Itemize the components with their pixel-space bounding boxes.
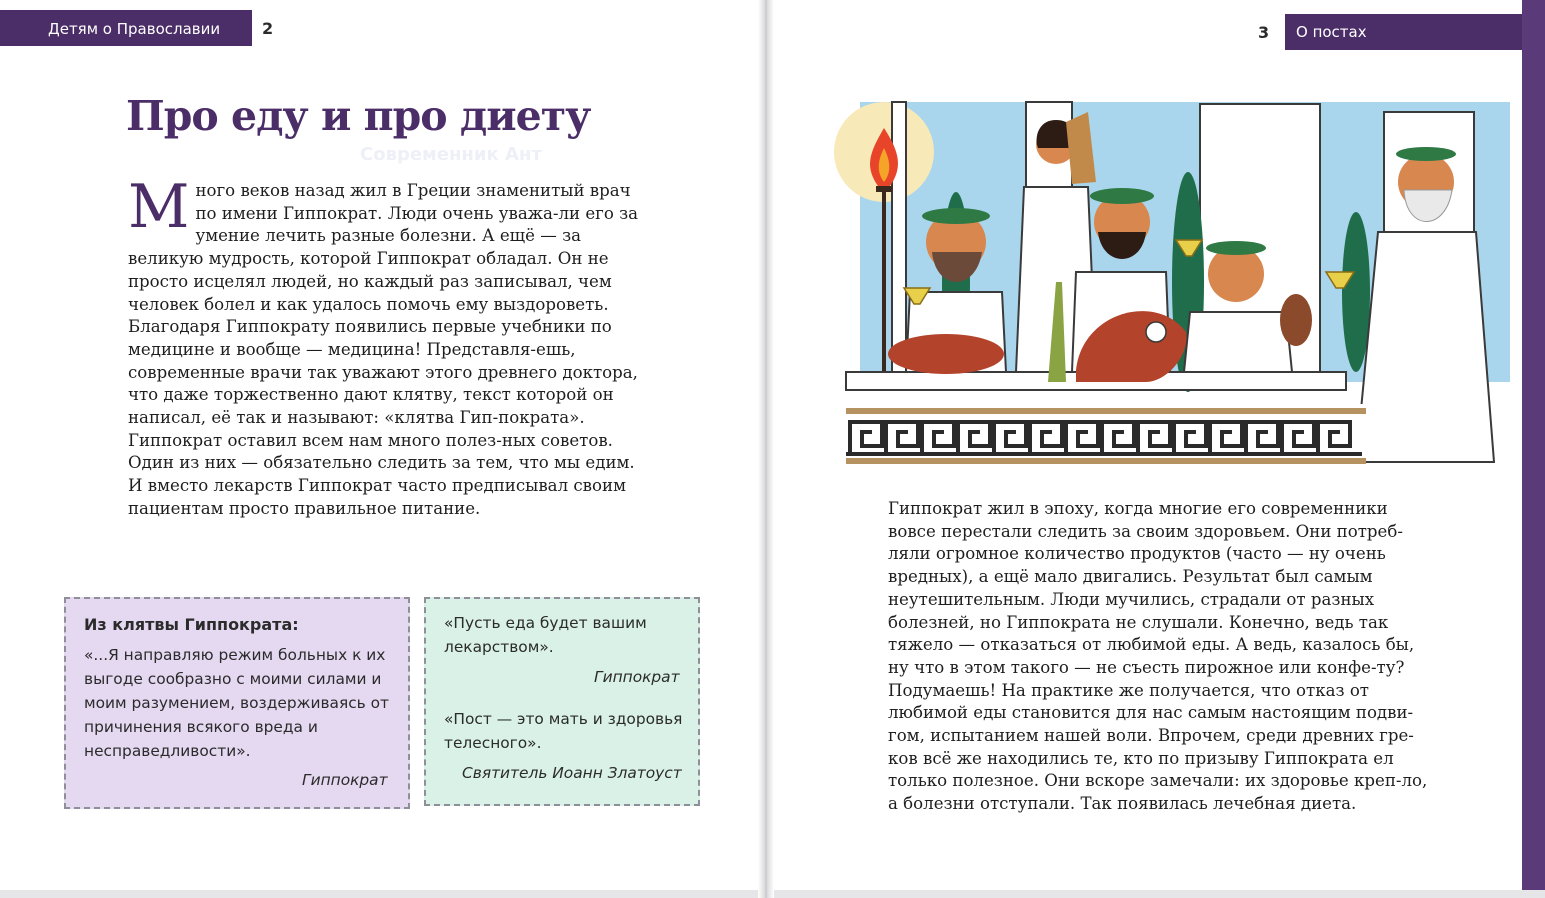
right-body-text: Гиппократ жил в эпоху, когда многие его современники вовсе перестали следить за своим здоровьем. Они потреб-ляли огромное количество продуктов (часто — ну очень вредных), а ещё мало двигались. Результат был самым неутешительным. Люди мучились, страдали от разных болезней, но Гиппократа не слушали. Конечно, ведь так тяжело — отказаться от любимой еды. А ведь, казалось бы, ну что в этом такого — не съесть пирожное или конфе-ту? Подумаешь! На практике же получается, что отказ от любимой еды становится для нас самым настоящим подви-гом, испытанием нашей воли. Впрочем, среди древних гре-ков всё же находились те, кто по призыву Гиппократа ел только полезное. Они вскоре замечали: их здоровье креп-ло, а болезни отступали. Так появилась лечебная диета. <box>888 499 1428 814</box>
right-header-title: О постах <box>1296 23 1367 41</box>
left-header-title: Детям о Православии <box>48 20 221 38</box>
left-body-rest: ного веков назад жил в Греции знаменитый врач по имени Гиппократ. Люди очень уважа-ли его за умение лечить разные болезни. А ещё — за великую мудрость, которой Гиппократ обладал. Он не просто исцелял людей, но каждый раз записывал, чем человек болел и как удалось помочь ему выздороветь. Благодаря Гиппократу появились первые учебники по медицине и вообще — медицина! Представля-ешь, современные врачи так уважают этого древнего доктора, что даже торжественно дают клятву, текст которой он написал, её так и называют: «клятва Гип-пократа». Гиппократ оставил всем нам много полез-ных советов. Один из них — обязательно следить за тем, что мы едим. И вместо лекарств Гиппократ часто предписывал своим пациентам просто правильное питание. <box>128 181 639 518</box>
oath-box-title: Из клятвы Гиппократа: <box>84 615 299 634</box>
left-page-number: 2 <box>262 19 274 38</box>
oath-box-text: «...Я направляю режим больных к их выгоде сообразно с моими силами и моим разумением, воздерживаясь от причинения всякого вреда и несправедливости». <box>84 646 390 760</box>
book-gutter <box>758 0 774 898</box>
page-edge-tab <box>1522 0 1545 890</box>
quote-2-author: Святитель Иоанн Златоуст <box>462 764 682 782</box>
oath-box <box>64 597 410 809</box>
page-title: Про еду и про диету <box>126 92 591 140</box>
dropcap-letter: М <box>128 172 190 242</box>
quote-1-text: «Пусть еда будет вашим лекарством». <box>444 614 647 656</box>
quote-1-author: Гиппократ <box>594 668 680 686</box>
oath-box-author: Гиппократ <box>302 771 388 789</box>
left-body-text <box>128 172 648 521</box>
right-page <box>766 0 1536 890</box>
quote-2-text: «Пост — это мать и здоровья телесного». <box>444 710 683 752</box>
watermark-text: Современник Ант <box>360 144 542 165</box>
quotes-box <box>424 597 700 806</box>
feast-illustration <box>826 92 1526 472</box>
left-page <box>0 0 764 890</box>
right-page-number: 3 <box>1258 23 1270 42</box>
